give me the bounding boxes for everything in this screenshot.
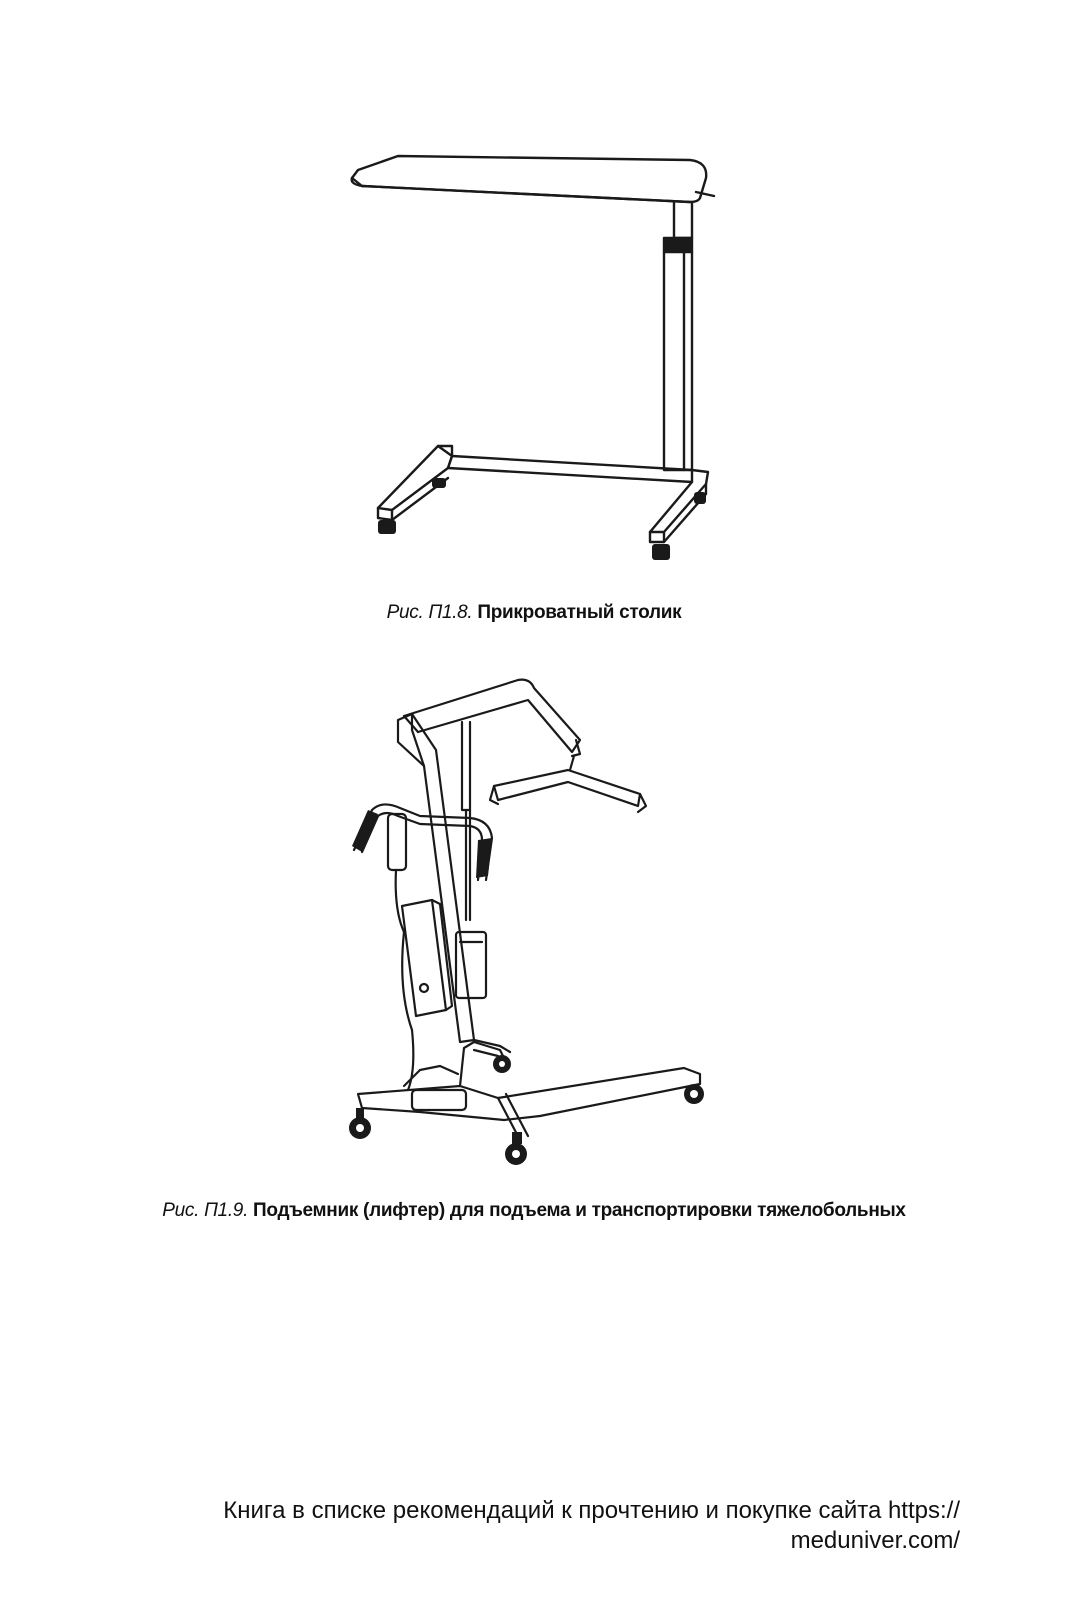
footer-line: Книга в списке рекомендаций к прочтению и покупке сайта https:// bbox=[223, 1497, 960, 1524]
figure-patient-lift bbox=[0, 670, 1068, 1200]
figure-caption bbox=[0, 1200, 1068, 1222]
footer-link[interactable]: meduniver.com/ bbox=[790, 1527, 960, 1554]
footer-note bbox=[100, 1496, 960, 1556]
figure-number: Рис. П1.8. bbox=[386, 602, 473, 623]
figure-title: Прикроватный столик bbox=[477, 602, 682, 623]
overbed-table-drawing bbox=[0, 140, 1068, 580]
figure-number: Рис. П1.9. bbox=[162, 1200, 249, 1221]
figure-caption bbox=[0, 602, 1068, 624]
figure-title: Подъемник (лифтер) для подъема и транспортировки тяжелобольных bbox=[253, 1200, 906, 1221]
figure-overbed-table bbox=[0, 140, 1068, 580]
patient-lift-drawing bbox=[0, 670, 1068, 1200]
